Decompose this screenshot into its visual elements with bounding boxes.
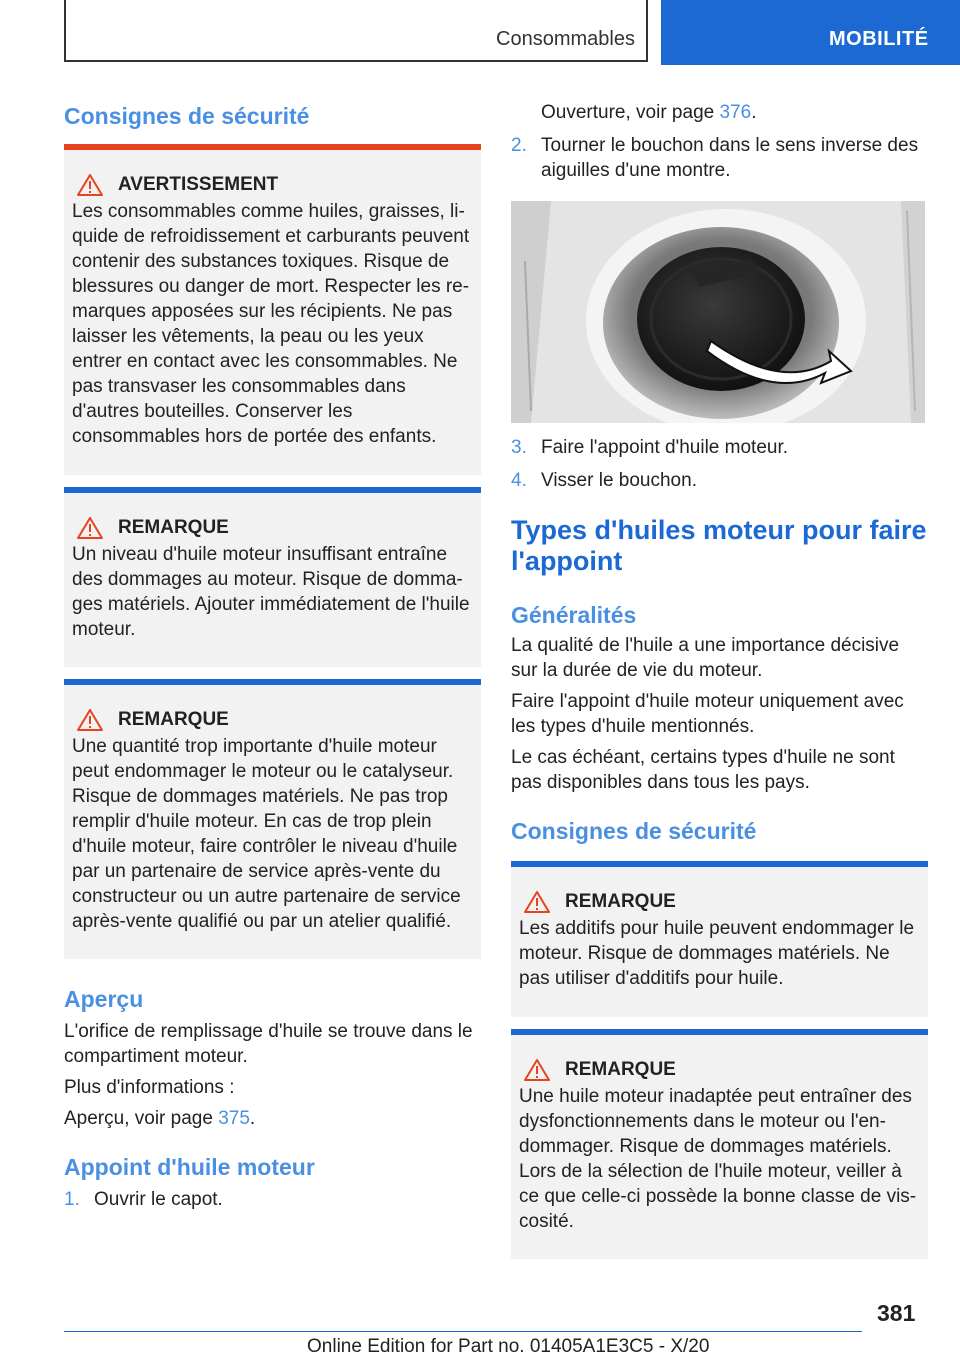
note-label-3: REMARQUE — [565, 891, 676, 912]
note-text-1: Un niveau d'huile moteur insuffisant entraîne des dommages au moteur. Risque de domma-ges matériels. Ajouter immédiatement de l'huile moteur. — [72, 544, 470, 640]
step-2-number: 2. — [511, 135, 527, 156]
page-number: 381 — [877, 1300, 916, 1326]
step-3 — [511, 435, 928, 460]
step-4-number: 4. — [511, 470, 527, 491]
note-text-3: Les additifs pour huile peuvent endommager le moteur. Risque de dommages matériels. Ne pas utiliser d'additifs pour huile. — [519, 918, 915, 989]
step-1-continued — [511, 100, 928, 125]
oil-cap-photo — [511, 201, 925, 423]
note-box-1-title — [72, 515, 473, 540]
note-label-2: REMARQUE — [118, 709, 229, 730]
step-3-number: 3. — [511, 437, 527, 458]
safety-heading-2: Consignes de sécurité — [511, 818, 757, 844]
note-box-3-title — [519, 889, 920, 914]
warning-triangle-icon — [76, 173, 104, 197]
general-paragraph-2: Faire l'appoint d'huile moteur uniquement avec les types d'huile mentionnés. — [511, 691, 904, 737]
step-1-ref-prefix: Ouverture, voir page — [541, 102, 720, 123]
header-chapter-label: MOBILITÉ — [829, 28, 929, 50]
step-1-ref-suffix: . — [751, 102, 757, 123]
warning-box — [64, 144, 481, 475]
oil-types-heading: Types d'huiles moteur pour faire l'appoint — [511, 515, 927, 576]
step-1 — [64, 1187, 481, 1212]
safety-heading: Consignes de sécurité — [64, 103, 310, 129]
warning-box-title — [72, 172, 473, 197]
note-text-2: Une quantité trop importante d'huile moteur peut endommager le moteur ou le catalyseur. Risque de dommages matériels. Ne pas trop remplir d'huile moteur. En cas de trop plein d'huile moteur, faire contrôler le niveau d'huile par un partenaire de service après-vente du constructeur ou un autre partenaire de service après-vente qualifié ou par un atelier qualifié. — [72, 736, 461, 932]
step-3-text: Faire l'appoint d'huile moteur. — [541, 437, 789, 458]
warning-text: Les consommables comme huiles, graisses, li-quide de refroidissement et carburants peuvent contenir des substances toxiques. Risque de blessures ou danger de mort. Respecter les re-marques apposées sur les récipients. Ne pas laisser les vêtements, la peau ou les yeux entrer en contact avec les consommables. Ne pas transvaser les consommables dans d'autres bouteilles. Conserver les consommables hors de portée des enfants. — [72, 201, 470, 447]
general-heading: Généralités — [511, 602, 637, 628]
right-column — [511, 100, 928, 1259]
left-column — [64, 100, 481, 1212]
note-box-3 — [511, 861, 928, 1017]
step-indent — [511, 100, 541, 125]
note-box-4-title — [519, 1057, 920, 1082]
header-chapter-tab — [661, 0, 960, 65]
step-4 — [511, 468, 928, 493]
overview-ref-prefix: Aperçu, voir page — [64, 1108, 219, 1129]
step-1-text: Ouvrir le capot. — [94, 1189, 223, 1210]
overview-page-link[interactable]: 375 — [218, 1108, 250, 1129]
step-2 — [511, 133, 928, 183]
note-box-2-title — [72, 707, 473, 732]
more-info-label: Plus d'informations : — [64, 1077, 235, 1098]
note-label-1: REMARQUE — [118, 517, 229, 538]
step-1-reference — [541, 100, 756, 125]
note-box-4 — [511, 1029, 928, 1259]
opening-page-link[interactable]: 376 — [719, 102, 752, 123]
note-text-4: Une huile moteur inadaptée peut entraîner des dysfonctionnements dans le moteur ou l'en-dommager. Risque de dommages matériels. Lors de la sélection de l'huile moteur, veiller à ce que celle-ci possède la bonne classe de vis-cosité. — [519, 1086, 917, 1232]
warning-triangle-icon — [523, 1058, 551, 1082]
overview-ref-suffix: . — [249, 1108, 256, 1129]
general-paragraph-1: La qualité de l'huile a une importance décisive sur la durée de vie du moteur. — [511, 635, 900, 681]
warning-triangle-icon — [76, 516, 104, 540]
step-4-text: Visser le bouchon. — [541, 470, 697, 491]
overview-heading: Aperçu — [64, 986, 144, 1012]
warning-triangle-icon — [523, 890, 551, 914]
topup-heading: Appoint d'huile moteur — [64, 1154, 315, 1180]
header-section-title: Consommables — [496, 28, 635, 50]
note-box-1 — [64, 487, 481, 667]
footer-edition: Online Edition for Part no. 01405A1E3C5 - X/20 — [307, 1336, 710, 1357]
general-paragraph-3: Le cas échéant, certains types d'huile ne sont pas disponibles dans tous les pays. — [511, 747, 895, 793]
note-box-2 — [64, 679, 481, 959]
footer-divider — [64, 1331, 862, 1332]
step-2-text: Tourner le bouchon dans le sens inverse des aiguilles d'une montre. — [541, 135, 919, 181]
note-label-4: REMARQUE — [565, 1059, 676, 1080]
overview-reference — [64, 1106, 481, 1131]
warning-triangle-icon — [76, 708, 104, 732]
warning-label: AVERTISSEMENT — [118, 174, 279, 195]
overview-text: L'orifice de remplissage d'huile se trouve dans le compartiment moteur. — [64, 1021, 473, 1067]
oil-cap-illustration — [511, 201, 925, 423]
step-1-number: 1. — [64, 1189, 80, 1210]
